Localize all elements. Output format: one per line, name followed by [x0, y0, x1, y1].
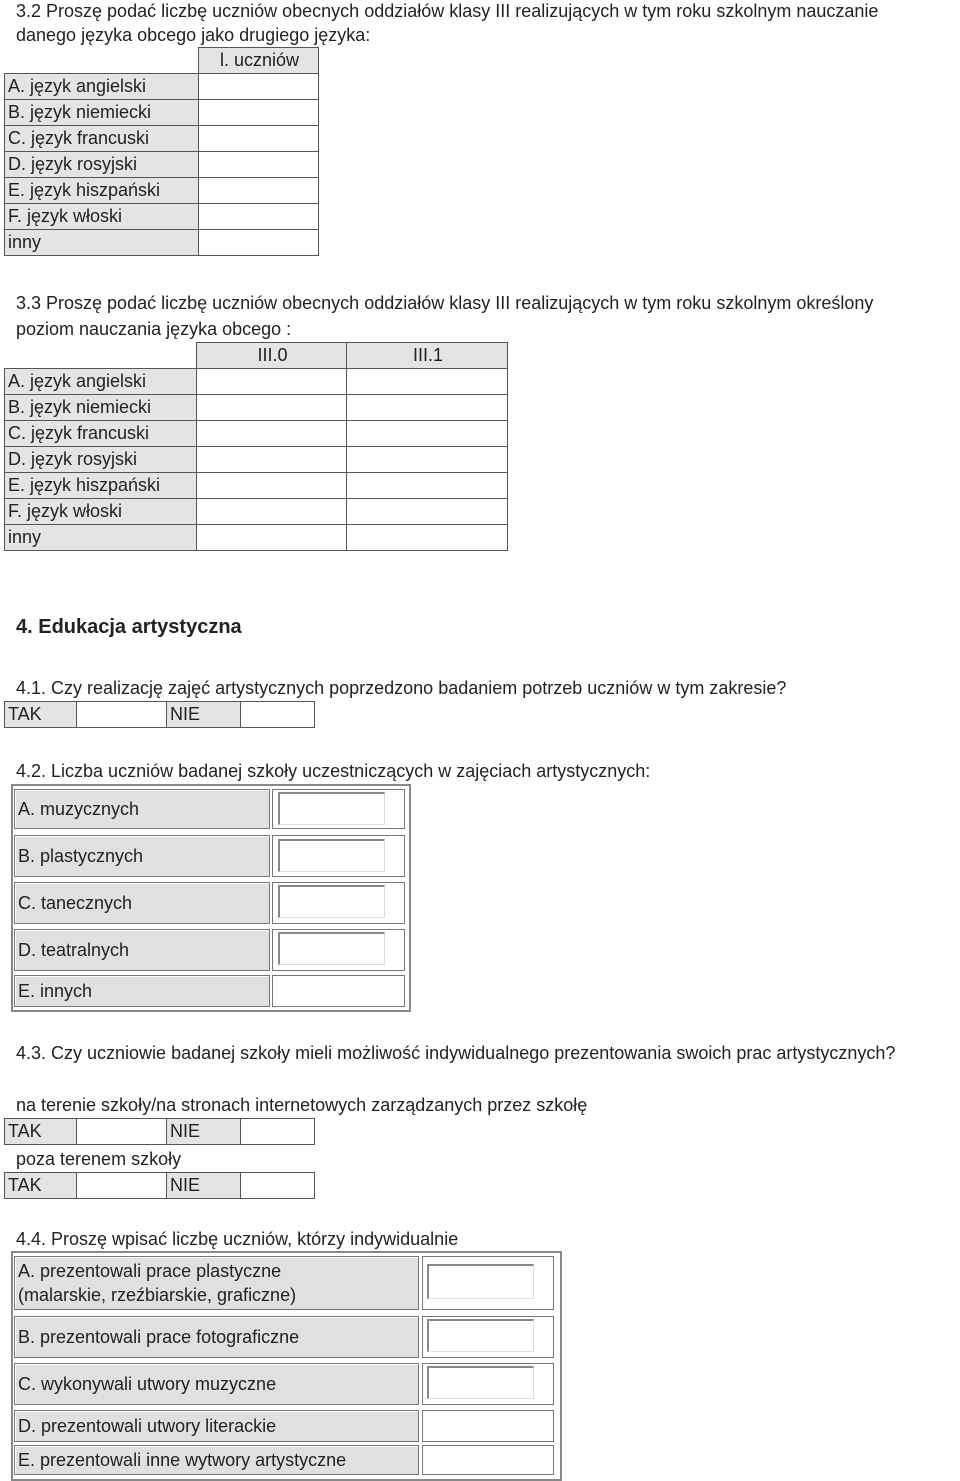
q33-input-cell[interactable] [196, 499, 346, 525]
yes-label: TAK [5, 1173, 77, 1199]
q32-text-line1: 3.2 Proszę podać liczbę uczniów obecnych oddziałów klasy III realizujących w tym roku szkolnym nauczanie [16, 1, 879, 21]
q44-input[interactable] [427, 1319, 534, 1352]
q32-row-label: D. język rosyjski [5, 152, 199, 178]
q33-input-cell[interactable] [346, 421, 507, 447]
q33-text-line1: 3.3 Proszę podać liczbę uczniów obecnych oddziałów klasy III realizujących w tym roku szkolnym określony [16, 293, 874, 313]
q33-input-cell[interactable] [346, 473, 507, 499]
q42-input[interactable] [278, 932, 385, 965]
q43-yes-no-1 [4, 1118, 315, 1145]
q33-input-cell[interactable] [346, 499, 507, 525]
q42-input[interactable] [278, 792, 385, 825]
q32-row-label: C. język francuski [5, 126, 199, 152]
q42-input[interactable] [278, 885, 385, 918]
q33-input-cell[interactable] [346, 395, 507, 421]
q33-text-line2: poziom nauczania języka obcego : [16, 319, 292, 339]
q33-input-cell[interactable] [196, 447, 346, 473]
q44-input[interactable] [427, 1366, 534, 1399]
q43-sub1: na terenie szkoły/na stronach internetowych zarządzanych przez szkołę [16, 1095, 588, 1115]
no-checkbox[interactable] [241, 1173, 315, 1199]
q42-table [11, 784, 411, 1012]
no-checkbox[interactable] [241, 702, 315, 728]
q33-row-label: inny [5, 525, 197, 551]
q44-row-a [14, 1256, 419, 1310]
q32-input-cell[interactable] [198, 126, 318, 152]
q33-row-label: B. język niemiecki [5, 395, 197, 421]
section-title: 4. Edukacja artystyczna [16, 616, 242, 638]
q42-row-label: C. tanecznych [14, 882, 270, 924]
q32-input-cell[interactable] [198, 152, 318, 178]
q33-row-label: D. język rosyjski [5, 447, 197, 473]
yes-checkbox[interactable] [77, 702, 167, 728]
no-checkbox[interactable] [241, 1119, 315, 1145]
q44-input[interactable] [422, 1410, 554, 1442]
yes-checkbox[interactable] [77, 1119, 167, 1145]
q32-col-header: l. uczniów [198, 48, 318, 74]
q41-text: 4.1. Czy realizację zajęć artystycznych poprzedzono badaniem potrzeb uczniów w tym zakresie? [16, 678, 787, 698]
q42-text: 4.2. Liczba uczniów badanej szkoły uczestniczących w zajęciach artystycznych: [16, 761, 651, 781]
q44-row-label: B. prezentowali prace fotograficzne [14, 1316, 419, 1358]
q33-input-cell[interactable] [346, 525, 507, 551]
q44-row-label: E. prezentowali inne wytwory artystyczne [14, 1445, 419, 1475]
q43-yes-no-2 [4, 1172, 315, 1199]
q44-input[interactable] [422, 1445, 554, 1475]
q33-row-label: E. język hiszpański [5, 473, 197, 499]
q32-input-cell[interactable] [198, 178, 318, 204]
q33-input-cell[interactable] [346, 369, 507, 395]
q33-col2: III.1 [346, 343, 507, 369]
q44-row-label: C. wykonywali utwory muzyczne [14, 1363, 419, 1405]
q33-row-label: C. język francuski [5, 421, 197, 447]
q33-row-label: F. język włoski [5, 499, 197, 525]
q44-row-a-line2: (malarskie, rzeźbiarskie, graficzne) [18, 1285, 297, 1305]
q32-row-label: B. język niemiecki [5, 100, 199, 126]
q32-text-line2: danego języka obcego jako drugiego języka: [16, 25, 371, 45]
q43-text: 4.3. Czy uczniowie badanej szkoły mieli możliwość indywidualnego prezentowania swoich prac artystycznych? [16, 1043, 896, 1063]
q33-input-cell[interactable] [196, 369, 346, 395]
q44-input[interactable] [427, 1264, 534, 1299]
q32-table [4, 47, 319, 256]
q33-input-cell[interactable] [346, 447, 507, 473]
q42-input[interactable] [278, 839, 385, 872]
q32-row-label: F. język włoski [5, 204, 199, 230]
q44-row-label: D. prezentowali utwory literackie [14, 1410, 419, 1442]
q32-input-cell[interactable] [198, 230, 318, 256]
q33-row-label: A. język angielski [5, 369, 197, 395]
q44-row-a-line1: A. prezentowali prace plastyczne [18, 1261, 282, 1281]
q41-yes-no [4, 701, 315, 728]
q33-table [4, 342, 508, 551]
q33-input-cell[interactable] [196, 421, 346, 447]
q42-row-label: A. muzycznych [14, 789, 270, 829]
q32-row-label: inny [5, 230, 199, 256]
q33-input-cell[interactable] [196, 395, 346, 421]
q32-input-cell[interactable] [198, 100, 318, 126]
q32-row-label: A. język angielski [5, 74, 199, 100]
q32-row-label: E. język hiszpański [5, 178, 199, 204]
yes-checkbox[interactable] [77, 1173, 167, 1199]
q42-row-label: B. plastycznych [14, 835, 270, 877]
q33-col1: III.0 [196, 343, 346, 369]
q33-input-cell[interactable] [196, 473, 346, 499]
q32-input-cell[interactable] [198, 204, 318, 230]
yes-label: TAK [5, 1119, 77, 1145]
no-label: NIE [167, 1119, 241, 1145]
q44-table [11, 1251, 562, 1481]
q32-input-cell[interactable] [198, 74, 318, 100]
q42-row-label: E. innych [14, 975, 270, 1007]
q42-row-label: D. teatralnych [14, 929, 270, 971]
no-label: NIE [167, 1173, 241, 1199]
q44-text: 4.4. Proszę wpisać liczbę uczniów, którzy indywidualnie [16, 1229, 459, 1249]
no-label: NIE [167, 702, 241, 728]
q33-input-cell[interactable] [196, 525, 346, 551]
q43-sub2: poza terenem szkoły [16, 1149, 182, 1169]
q42-input[interactable] [272, 975, 405, 1007]
yes-label: TAK [5, 702, 77, 728]
